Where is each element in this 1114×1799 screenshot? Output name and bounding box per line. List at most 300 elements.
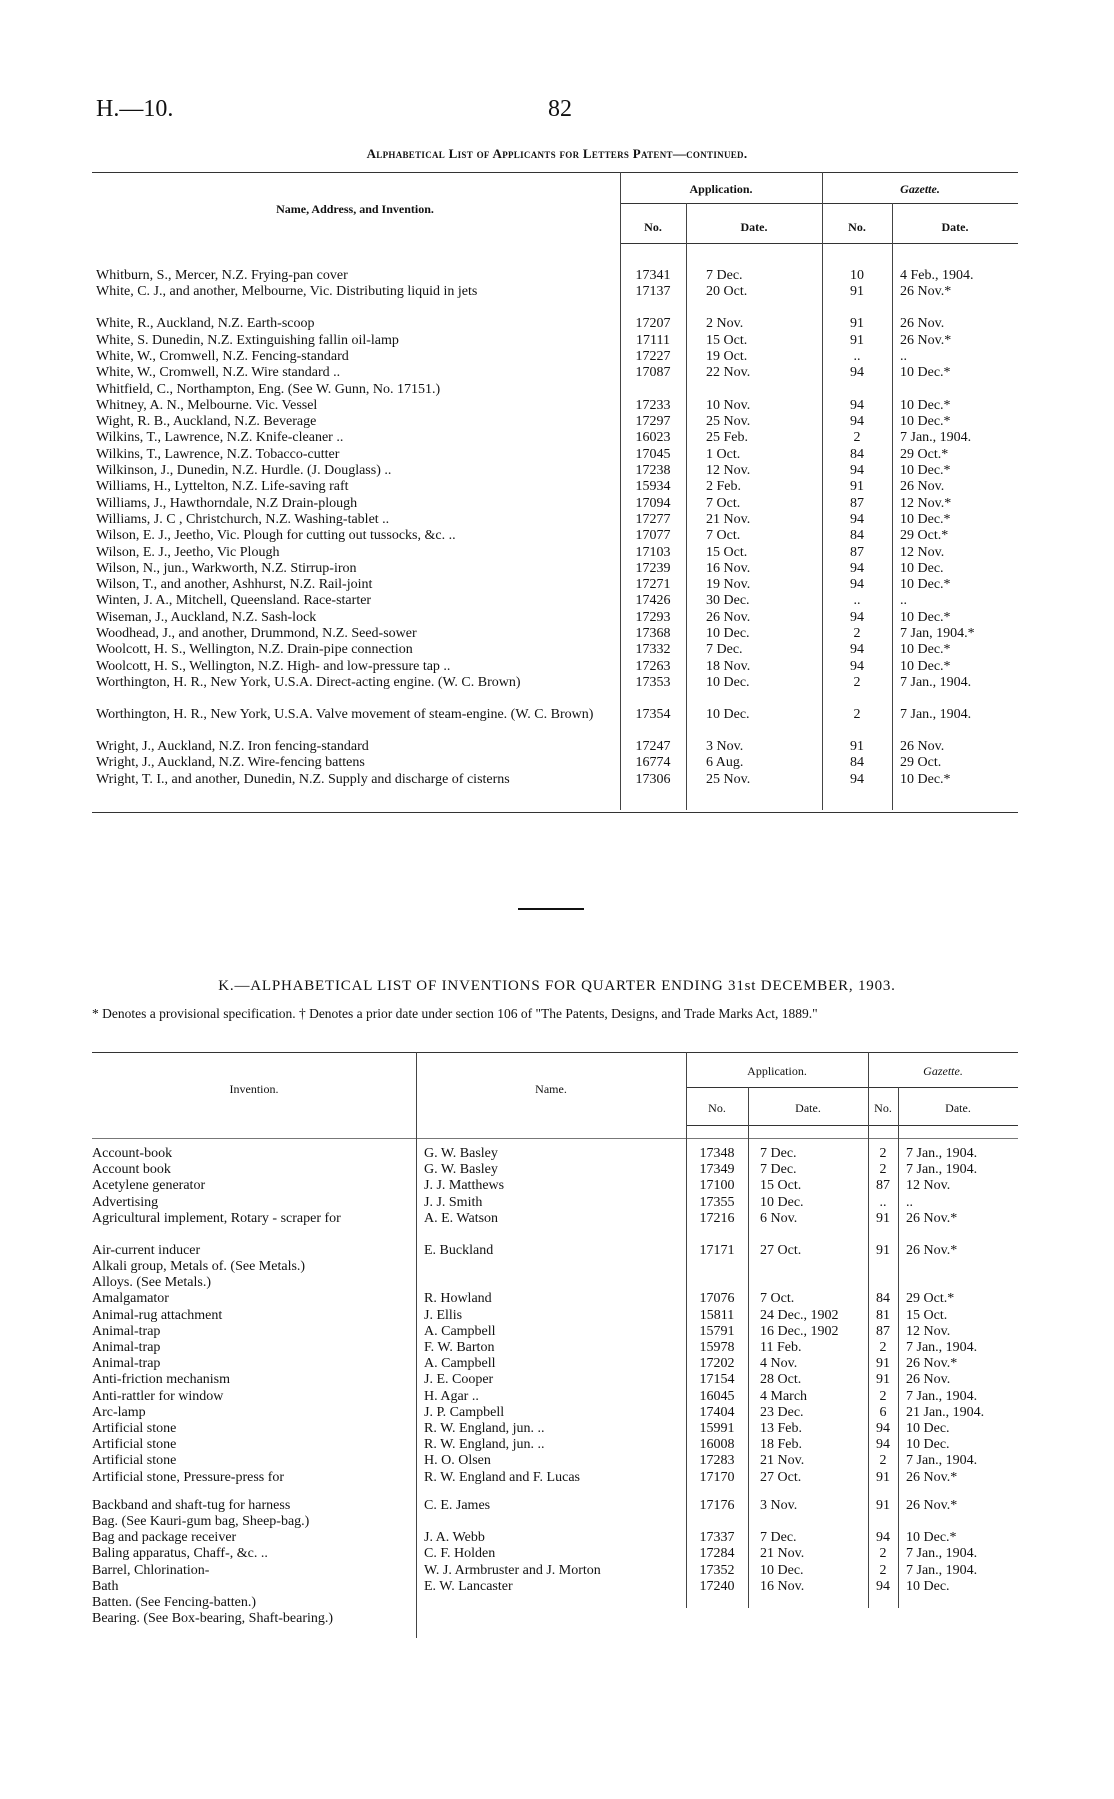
gazette-date: 10 Dec.*	[900, 642, 951, 658]
application-no: 17087	[635, 365, 671, 381]
gazette-no: 94	[850, 397, 864, 413]
application-date: 12 Nov.	[706, 463, 751, 478]
table1-col-name: Name, Address, and Invention.	[276, 202, 434, 216]
application-no: 15791	[699, 1323, 735, 1339]
applicant-name: Woodhead, J., and another, Drummond, N.Z. Seed-sower	[96, 626, 417, 641]
application-date: 19 Nov.	[706, 577, 751, 593]
application-no: 17202	[699, 1356, 735, 1372]
gazette-no: 91	[876, 1497, 890, 1513]
gazette-date: ..	[906, 1194, 913, 1210]
application-no: 17103	[635, 544, 671, 560]
inventor-name: R. Howland	[424, 1291, 492, 1307]
gazette-date: 21 Jan., 1904.	[906, 1404, 985, 1420]
applicant-name: White, R., Auckland, N.Z. Earth-scoop	[96, 316, 315, 332]
application-date: 10 Nov.	[706, 397, 751, 413]
inventor-name: J. Ellis	[424, 1307, 463, 1323]
application-no: 17076	[699, 1291, 735, 1307]
invention: Artificial stone	[92, 1421, 177, 1436]
application-date: 15 Oct.	[760, 1178, 802, 1194]
document-code: H.—10.	[96, 96, 174, 122]
gazette-date: 10 Dec.*	[900, 397, 951, 413]
gazette-no: 10	[850, 268, 864, 283]
gazette-no: 2	[853, 706, 861, 722]
application-date: 3 Nov.	[706, 738, 744, 754]
application-no: 17045	[635, 446, 671, 462]
invention: Baling apparatus, Chaff-, &c. ..	[92, 1546, 268, 1562]
application-date: 21 Nov.	[706, 511, 751, 527]
application-date: 21 Nov.	[760, 1546, 805, 1562]
application-no: 17154	[699, 1372, 735, 1388]
application-no: 17170	[699, 1469, 735, 1485]
gazette-no: 94	[876, 1530, 890, 1546]
application-date: 7 Oct.	[760, 1291, 795, 1307]
gazette-no: 6	[879, 1404, 887, 1420]
inventor-name: G. W. Basley	[424, 1146, 498, 1161]
application-no: 17426	[635, 593, 671, 609]
gazette-date: 10 Dec.*	[900, 771, 951, 787]
application-no: 17368	[635, 626, 671, 641]
application-no: 17352	[699, 1562, 735, 1578]
inventor-name: C. E. James	[424, 1497, 491, 1513]
applicant-name: Wilkinson, J., Dunedin, N.Z. Hurdle. (J. Douglass) ..	[96, 463, 392, 478]
application-date: 16 Dec., 1902	[760, 1323, 839, 1339]
gazette-no: 84	[850, 755, 864, 771]
application-date: 7 Dec.	[760, 1530, 797, 1546]
application-date: 25 Feb.	[706, 430, 748, 446]
application-date: 15 Oct.	[706, 544, 748, 560]
gazette-no: ..	[853, 593, 861, 609]
gazette-no: ..	[853, 348, 861, 364]
application-no: 17263	[635, 658, 671, 674]
gazette-no: 91	[876, 1372, 890, 1388]
gazette-no: 2	[879, 1340, 887, 1355]
gazette-date: 29 Oct.	[900, 755, 942, 771]
application-no: 17284	[699, 1546, 735, 1562]
gazette-date: 7 Jan., 1904.	[906, 1388, 978, 1404]
application-no: 17238	[635, 463, 671, 478]
gazette-date: 7 Jan, 1904.*	[900, 626, 975, 641]
application-no: 17207	[635, 316, 671, 332]
applicant-name: Whitfield, C., Northampton, Eng. (See W. Gunn, No. 17151.)	[96, 381, 441, 397]
application-no: 15811	[699, 1307, 735, 1323]
gazette-no: 94	[850, 609, 864, 625]
invention: Anti-rattler for window	[92, 1388, 224, 1404]
application-no: 16023	[635, 430, 671, 446]
applicant-name: Woolcott, H. S., Wellington, N.Z. High- and low-pressure tap ..	[96, 658, 451, 674]
application-no: 17354	[635, 706, 671, 722]
gazette-no: 91	[850, 479, 864, 495]
application-no: 16774	[635, 755, 671, 771]
invention: Amalgamator	[92, 1291, 169, 1307]
gazette-date: 12 Nov.	[906, 1323, 951, 1339]
gazette-date: 7 Jan., 1904.	[906, 1453, 978, 1469]
table2-col-date: Date.	[795, 1101, 821, 1115]
table1-col-no: No.	[644, 220, 662, 234]
application-no: 15991	[699, 1421, 735, 1436]
gazette-no: 94	[850, 577, 864, 593]
gazette-no: 91	[876, 1469, 890, 1485]
gazette-no: 94	[850, 463, 864, 478]
applicant-name: White, C. J., and another, Melbourne, Vic. Distributing liquid in jets	[96, 284, 478, 300]
application-date: 4 March	[760, 1388, 808, 1404]
application-date: 1 Oct.	[706, 446, 741, 462]
application-date: 26 Nov.	[706, 609, 751, 625]
gazette-no: 87	[850, 544, 864, 560]
application-no: 17283	[699, 1453, 735, 1469]
applicant-name: Williams, J., Hawthorndale, N.Z Drain-plough	[96, 495, 358, 511]
invention: Agricultural implement, Rotary - scraper for	[92, 1210, 341, 1226]
gazette-date: 26 Nov.*	[900, 332, 952, 348]
inventor-name: F. W. Barton	[424, 1340, 495, 1355]
gazette-date: 7 Jan., 1904.	[900, 674, 972, 690]
application-no: 17227	[635, 348, 671, 364]
applicant-name: Worthington, H. R., New York, U.S.A. Valve movement of steam-engine. (W. C. Brown)	[96, 706, 594, 722]
application-date: 10 Dec.	[706, 706, 750, 722]
invention: Air-current inducer	[92, 1242, 201, 1258]
inventor-name: J. A. Webb	[424, 1530, 485, 1546]
applicant-name: Wilkins, T., Lawrence, N.Z. Tobacco-cutter	[96, 446, 340, 462]
gazette-date: 10 Dec.*	[900, 577, 951, 593]
application-date: 7 Dec.	[760, 1146, 797, 1161]
applicant-name: Wilson, E. J., Jeetho, Vic Plough	[96, 544, 280, 560]
application-date: 13 Feb.	[760, 1421, 802, 1436]
application-date: 18 Feb.	[760, 1437, 802, 1453]
inventor-name: R. W. England, jun. ..	[424, 1437, 545, 1453]
applicant-name: Worthington, H. R., New York, U.S.A. Direct-acting engine. (W. C. Brown)	[96, 674, 521, 690]
application-date: 7 Dec.	[760, 1162, 797, 1178]
table2-title: K.—ALPHABETICAL LIST OF INVENTIONS FOR QUARTER ENDING 31st DECEMBER, 1903.	[218, 978, 896, 994]
gazette-no: 87	[876, 1178, 890, 1194]
gazette-no: 2	[879, 1146, 887, 1161]
inventor-name: A. Campbell	[424, 1323, 496, 1339]
gazette-no: 91	[876, 1210, 890, 1226]
inventor-name: A. Campbell	[424, 1356, 496, 1372]
gazette-no: 94	[850, 771, 864, 787]
gazette-no: 2	[879, 1388, 887, 1404]
inventor-name: H. Agar ..	[424, 1388, 479, 1404]
applicant-name: Wiseman, J., Auckland, N.Z. Sash-lock	[96, 609, 317, 625]
table1-col-gazette-no: No.	[848, 220, 866, 234]
invention: Advertising	[92, 1194, 159, 1210]
gazette-date: 7 Jan., 1904.	[900, 706, 972, 722]
gazette-no: 91	[850, 316, 864, 332]
applicant-name: Whitney, A. N., Melbourne. Vic. Vessel	[96, 397, 318, 413]
gazette-date: 10 Dec.*	[906, 1530, 957, 1546]
invention: Bearing. (See Box-bearing, Shaft-bearing.)	[92, 1611, 334, 1627]
gazette-date: 10 Dec.*	[900, 609, 951, 625]
application-date: 2 Feb.	[706, 479, 741, 495]
inventor-name: E. Buckland	[424, 1242, 494, 1258]
gazette-no: 2	[879, 1453, 887, 1469]
application-date: 27 Oct.	[760, 1469, 802, 1485]
gazette-date: 10 Dec.*	[900, 511, 951, 527]
gazette-date: 10 Dec.	[906, 1421, 950, 1436]
gazette-date: 12 Nov.*	[900, 495, 952, 511]
application-date: 6 Aug.	[706, 755, 744, 771]
gazette-no: 94	[876, 1421, 890, 1436]
gazette-no: 2	[853, 674, 861, 690]
page-number: 82	[548, 96, 572, 122]
invention: Anti-friction mechanism	[92, 1372, 231, 1388]
application-no: 17353	[635, 674, 671, 690]
inventor-name: R. W. England and F. Lucas	[424, 1469, 580, 1485]
application-date: 7 Dec.	[706, 268, 743, 283]
inventor-name: E. W. Lancaster	[424, 1578, 513, 1594]
table1-title: Alphabetical List of Applicants for Letters Patent—continued.	[366, 146, 748, 161]
invention: Acetylene generator	[92, 1178, 206, 1194]
application-no: 17176	[699, 1497, 735, 1513]
applicant-name: White, S. Dunedin, N.Z. Extinguishing fallin oil-lamp	[96, 332, 399, 348]
invention: Artificial stone, Pressure-press for	[92, 1469, 285, 1485]
invention: Backband and shaft-tug for harness	[92, 1497, 291, 1513]
application-no: 17100	[699, 1178, 735, 1194]
gazette-no: 2	[853, 430, 861, 446]
application-date: 23 Dec.	[760, 1404, 804, 1420]
gazette-date: 10 Dec.*	[900, 658, 951, 674]
application-no: 17216	[699, 1210, 735, 1226]
gazette-date: 26 Nov.	[906, 1372, 951, 1388]
application-no: 16045	[699, 1388, 735, 1404]
applicant-name: Woolcott, H. S., Wellington, N.Z. Drain-pipe connection	[96, 642, 413, 658]
gazette-no: 2	[879, 1546, 887, 1562]
invention: Animal-trap	[92, 1356, 161, 1372]
application-no: 17077	[635, 528, 671, 544]
applicant-name: White, W., Cromwell, N.Z. Fencing-standard	[96, 348, 349, 364]
table2-group-application: Application.	[747, 1064, 807, 1078]
table2-group-gazette: Gazette.	[923, 1064, 963, 1078]
gazette-no: 91	[850, 738, 864, 754]
application-no: 17171	[699, 1242, 735, 1258]
table1-group-gazette: Gazette.	[900, 182, 940, 196]
gazette-date: 26 Nov.*	[906, 1242, 958, 1258]
application-date: 19 Oct.	[706, 348, 748, 364]
invention: Batten. (See Fencing-batten.)	[92, 1595, 257, 1610]
application-date: 6 Nov.	[760, 1210, 798, 1226]
table1-group-application: Application.	[689, 182, 753, 196]
gazette-date: 7 Jan., 1904.	[900, 430, 972, 446]
application-no: 17341	[635, 268, 671, 283]
invention: Bag. (See Kauri-gum bag, Sheep-bag.)	[92, 1514, 310, 1529]
applicant-name: Wilson, T., and another, Ashhurst, N.Z. Rail-joint	[96, 577, 373, 593]
application-date: 30 Dec.	[706, 593, 750, 609]
gazette-date: 7 Jan., 1904.	[906, 1562, 978, 1578]
application-date: 28 Oct.	[760, 1372, 802, 1388]
gazette-date: 7 Jan., 1904.	[906, 1546, 978, 1562]
application-date: 10 Dec.	[760, 1562, 804, 1578]
applicant-name: Wilkins, T., Lawrence, N.Z. Knife-cleaner ..	[96, 430, 344, 446]
invention: Artificial stone	[92, 1453, 177, 1469]
gazette-date: 26 Nov.*	[906, 1469, 958, 1485]
table1-col-date: Date.	[740, 220, 768, 234]
application-no: 17111	[636, 332, 670, 348]
gazette-date: 7 Jan., 1904.	[906, 1340, 978, 1355]
application-date: 4 Nov.	[760, 1356, 798, 1372]
gazette-date: 4 Feb., 1904.	[900, 268, 974, 283]
gazette-date: 15 Oct.	[906, 1307, 948, 1323]
inventor-name: J. J. Smith	[424, 1194, 483, 1210]
gazette-date: ..	[900, 348, 907, 364]
gazette-date: 26 Nov.*	[906, 1210, 958, 1226]
gazette-date: 26 Nov.	[900, 738, 945, 754]
application-date: 7 Oct.	[706, 495, 741, 511]
inventor-name: H. O. Olsen	[424, 1453, 491, 1469]
application-no: 17247	[635, 738, 671, 754]
inventor-name: J. P. Campbell	[424, 1404, 505, 1420]
application-no: 17233	[635, 397, 671, 413]
applicant-name: Williams, J. C , Christchurch, N.Z. Washing-tablet ..	[96, 511, 390, 527]
application-no: 17277	[635, 511, 671, 527]
inventor-name: R. W. England, jun. ..	[424, 1421, 545, 1436]
applicant-name: Wight, R. B., Auckland, N.Z. Beverage	[96, 414, 317, 430]
application-date: 10 Dec.	[706, 626, 750, 641]
application-no: 17355	[699, 1194, 735, 1210]
gazette-date: ..	[900, 593, 907, 609]
application-date: 22 Nov.	[706, 365, 751, 381]
gazette-date: 7 Jan., 1904.	[906, 1146, 978, 1161]
application-date: 2 Nov.	[706, 316, 744, 332]
gazette-date: 10 Dec.*	[900, 365, 951, 381]
application-no: 17332	[635, 642, 671, 658]
gazette-no: 94	[850, 365, 864, 381]
gazette-date: 26 Nov.*	[900, 284, 952, 300]
invention: Animal-trap	[92, 1323, 161, 1339]
invention: Animal-trap	[92, 1340, 161, 1355]
application-date: 10 Dec.	[706, 674, 750, 690]
gazette-date: 26 Nov.	[900, 479, 945, 495]
gazette-date: 26 Nov.	[900, 316, 945, 332]
application-no: 16008	[699, 1437, 735, 1453]
gazette-date: 29 Oct.*	[900, 446, 949, 462]
applicant-name: Wilson, N., jun., Warkworth, N.Z. Stirrup-iron	[96, 560, 357, 576]
gazette-no: 91	[850, 332, 864, 348]
gazette-no: 2	[879, 1562, 887, 1578]
inventor-name: G. W. Basley	[424, 1162, 498, 1178]
application-no: 17239	[635, 560, 671, 576]
gazette-no: 87	[850, 495, 864, 511]
application-date: 24 Dec., 1902	[760, 1307, 839, 1323]
invention: Account-book	[92, 1146, 173, 1161]
application-no: 17306	[635, 771, 671, 787]
application-no: 15934	[635, 479, 671, 495]
gazette-no: 94	[850, 658, 864, 674]
applicant-name: Winten, J. A., Mitchell, Queensland. Race-starter	[96, 593, 372, 609]
invention: Bath	[92, 1578, 119, 1594]
invention: Arc-lamp	[92, 1404, 146, 1420]
table2-col-name: Name.	[535, 1082, 567, 1096]
application-date: 27 Oct.	[760, 1242, 802, 1258]
inventor-name: W. J. Armbruster and J. Morton	[424, 1562, 601, 1578]
application-date: 10 Dec.	[760, 1194, 804, 1210]
application-date: 7 Oct.	[706, 528, 741, 544]
gazette-no: 84	[850, 528, 864, 544]
applicant-name: Williams, H., Lyttelton, N.Z. Life-saving raft	[96, 479, 349, 495]
table2-col-invention: Invention.	[229, 1082, 279, 1096]
gazette-no: 94	[850, 642, 864, 658]
application-no: 17094	[635, 495, 671, 511]
gazette-date: 10 Dec.	[906, 1578, 950, 1594]
application-date: 25 Nov.	[706, 771, 751, 787]
gazette-no: 2	[853, 626, 861, 641]
gazette-no: 94	[850, 560, 864, 576]
applicant-name: Wright, T. I., and another, Dunedin, N.Z. Supply and discharge of cisterns	[96, 771, 510, 787]
gazette-no: 84	[876, 1291, 890, 1307]
invention: Alloys. (See Metals.)	[92, 1275, 211, 1291]
table2-note: * Denotes a provisional specification. † Denotes a prior date under section 106 of "The Patents, Designs, and Trade Marks Act, 1889."	[92, 1006, 818, 1021]
inventor-name: A. E. Watson	[424, 1210, 499, 1226]
invention: Account book	[92, 1162, 171, 1178]
application-no: 15978	[699, 1340, 735, 1355]
gazette-date: 12 Nov.	[900, 544, 945, 560]
table1-col-gazette-date: Date.	[941, 220, 969, 234]
gazette-no: 94	[876, 1437, 890, 1453]
applicant-name: Wright, J., Auckland, N.Z. Iron fencing-standard	[96, 738, 369, 754]
applicant-name: Wright, J., Auckland, N.Z. Wire-fencing battens	[96, 755, 365, 771]
application-no: 17348	[699, 1146, 735, 1161]
applicant-name: Whitburn, S., Mercer, N.Z. Frying-pan cover	[96, 268, 348, 283]
application-no: 17349	[699, 1162, 735, 1178]
gazette-date: 26 Nov.*	[906, 1356, 958, 1372]
gazette-no: 87	[876, 1323, 890, 1339]
gazette-date: 10 Dec.	[900, 560, 944, 576]
application-date: 25 Nov.	[706, 414, 751, 430]
gazette-date: 10 Dec.*	[900, 414, 951, 430]
inventor-name: J. J. Matthews	[424, 1178, 505, 1194]
gazette-no: 94	[850, 511, 864, 527]
gazette-no: 94	[876, 1578, 890, 1594]
table2-col-no: No.	[708, 1101, 726, 1115]
application-date: 16 Nov.	[760, 1578, 805, 1594]
gazette-date: 10 Dec.*	[900, 463, 951, 478]
gazette-no: 81	[876, 1307, 890, 1323]
application-no: 17297	[635, 414, 671, 430]
application-date: 16 Nov.	[706, 560, 751, 576]
gazette-date: 26 Nov.*	[906, 1497, 958, 1513]
application-date: 18 Nov.	[706, 658, 751, 674]
gazette-no: 94	[850, 414, 864, 430]
application-no: 17404	[699, 1404, 735, 1420]
application-no: 17137	[635, 284, 671, 300]
application-date: 7 Dec.	[706, 642, 743, 658]
gazette-date: 29 Oct.*	[900, 528, 949, 544]
inventor-name: C. F. Holden	[424, 1546, 496, 1562]
gazette-date: 12 Nov.	[906, 1178, 951, 1194]
gazette-no: ..	[879, 1194, 887, 1210]
invention: Animal-rug attachment	[92, 1307, 223, 1323]
applicant-name: Wilson, E. J., Jeetho, Vic. Plough for cutting out tussocks, &c. ..	[96, 528, 456, 544]
table2-col-gazette-date: Date.	[945, 1101, 971, 1115]
gazette-no: 91	[876, 1242, 890, 1258]
application-no: 17271	[635, 577, 671, 593]
application-date: 21 Nov.	[760, 1453, 805, 1469]
application-date: 15 Oct.	[706, 332, 748, 348]
application-date: 11 Feb.	[760, 1340, 802, 1355]
table2-col-gazette-no: No.	[874, 1101, 892, 1115]
gazette-no: 2	[879, 1162, 887, 1178]
application-no: 17293	[635, 609, 671, 625]
invention: Artificial stone	[92, 1437, 177, 1453]
invention: Bag and package receiver	[92, 1530, 237, 1546]
inventor-name: J. E. Cooper	[424, 1372, 494, 1388]
gazette-no: 91	[876, 1356, 890, 1372]
gazette-no: 91	[850, 284, 864, 300]
application-no: 17337	[699, 1530, 735, 1546]
section-separator	[518, 908, 584, 910]
gazette-no: 84	[850, 446, 864, 462]
application-no: 17240	[699, 1578, 735, 1594]
gazette-date: 29 Oct.*	[906, 1291, 955, 1307]
invention: Alkali group, Metals of. (See Metals.)	[92, 1259, 306, 1274]
gazette-date: 10 Dec.	[906, 1437, 950, 1453]
